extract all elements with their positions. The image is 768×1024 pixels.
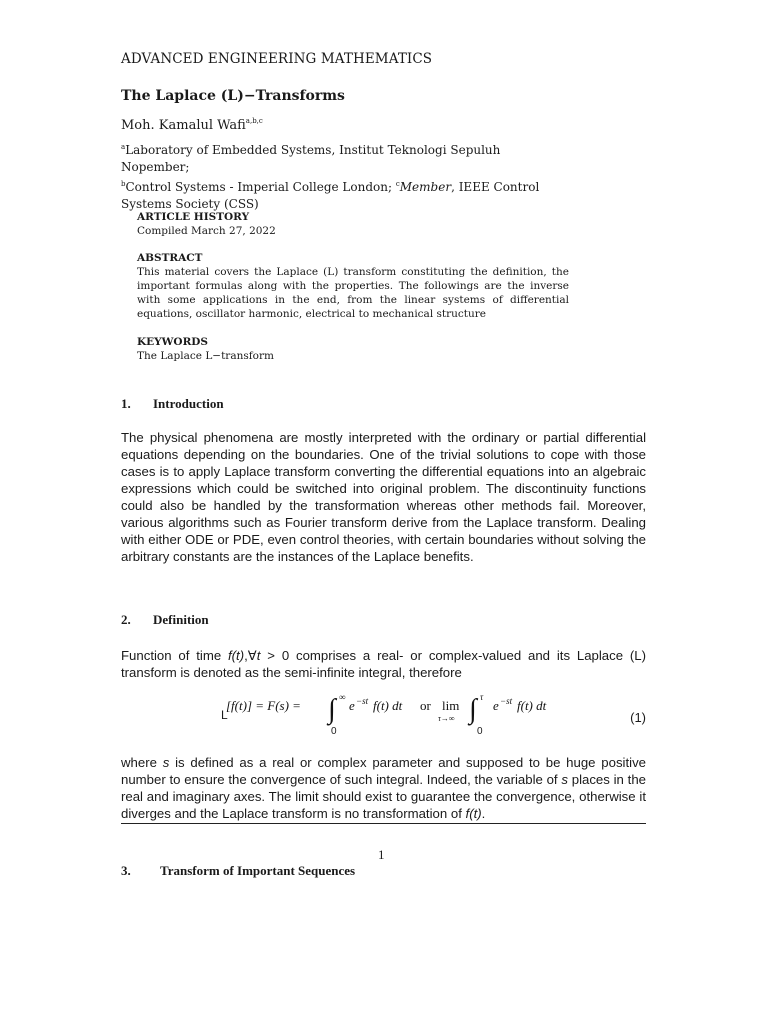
article-history-text: Compiled March 27, 2022 bbox=[137, 225, 276, 237]
abstract-text: This material covers the Laplace (L) transform constituting the definition, the important formulas along with the properties. The followings are the inverse with some applications in the end, from the linear systems of differential equations, oscillator harmonic, electrical to mechanical structure bbox=[137, 266, 569, 320]
integral2-upper: τ bbox=[480, 692, 484, 702]
footer-rule bbox=[121, 823, 646, 824]
paper-title: The Laplace (L)−Transforms bbox=[121, 88, 345, 104]
definition-paragraph: Function of time f(t),∀t > 0 comprises a real- or complex-valued and its Laplace (L) transform is denoted as the semi-infinite integral, therefore bbox=[121, 648, 647, 680]
affiliation-a: $^a$Laboratory of Embedded Systems, Institut Teknologi Sepuluh Nopember; bbox=[121, 143, 501, 174]
author-line bbox=[121, 117, 263, 133]
equation-formula bbox=[221, 688, 646, 732]
integrand2-exponent: −st bbox=[500, 696, 513, 706]
integral-sign-2: ∫ bbox=[469, 694, 477, 725]
integrand-2: e bbox=[493, 698, 499, 713]
section-heading-transforms: 3. Transform of Important Sequences bbox=[121, 863, 356, 878]
abstract bbox=[137, 251, 569, 321]
author-name: Moh. Kamalul Wafi bbox=[121, 118, 246, 133]
affiliation-bc: $^b$Control Systems - Imperial College London; $^c$Member, IEEE Control Systems Society (CSS) bbox=[121, 180, 540, 211]
definition-paragraph-2: where s is defined as a real or complex parameter and supposed to be huge positive number to ensure the convergence of such integral. Indeed, the variable of s places in the real and imaginary axes. The limit should exist to guarantee the convergence, otherwise it diverges and the Laplace transform is no transformation of f(t). bbox=[121, 755, 646, 821]
article-history bbox=[137, 210, 569, 238]
integral-lower-label: 0 bbox=[331, 726, 337, 737]
laplace-operator: L bbox=[221, 708, 228, 722]
section-heading-definition: 2. Definition bbox=[121, 612, 209, 627]
section-heading-introduction: 1. Introduction bbox=[121, 396, 224, 411]
abstract-heading: ABSTRACT bbox=[137, 252, 203, 264]
introduction-paragraph: The physical phenomena are mostly interpreted with the ordinary or partial differential equations depending on the boundaries. One of the trivial solutions to cope with those cases is to apply Laplace transform converting the differential equations into an algebraic expressions which could be switched into original problem. The discontinuity functions could also be handled by the transformation whereas other methods fail. Moreover, various algorithms such as Fourier transform derive from the Laplace transform. Dealing with either ODE or PDE, even control theories, with certain boundaries without solving the arbitrary constants are the instances of the Laplace benefits. bbox=[121, 430, 646, 564]
affiliations bbox=[121, 139, 551, 213]
integral2-lower-label: 0 bbox=[477, 726, 483, 737]
keywords-heading: KEYWORDS bbox=[137, 336, 208, 348]
keywords-text: The Laplace L−transform bbox=[137, 350, 274, 362]
page-number: 1 bbox=[378, 847, 385, 862]
author-superscript: a,b,c bbox=[245, 117, 263, 125]
equation-number: (1) bbox=[630, 710, 646, 725]
integral-upper: ∞ bbox=[339, 692, 346, 702]
keywords bbox=[137, 335, 569, 363]
journal-header: ADVANCED ENGINEERING MATHEMATICS bbox=[121, 51, 433, 67]
limit: lim bbox=[442, 698, 460, 713]
integrand-exponent: −st bbox=[356, 696, 369, 706]
integral-sign: ∫ bbox=[328, 694, 336, 725]
integrand2-rest: f(t) dt bbox=[517, 698, 547, 713]
equation-lhs: [f(t)] = F(s) = bbox=[226, 698, 301, 713]
integrand-rest: f(t) dt bbox=[373, 698, 403, 713]
equation-1 bbox=[221, 688, 646, 737]
article-history-heading: ARTICLE HISTORY bbox=[137, 211, 250, 223]
integrand: e bbox=[349, 698, 355, 713]
equation-or: or bbox=[420, 698, 431, 713]
limit-subscript: τ→∞ bbox=[438, 714, 455, 723]
